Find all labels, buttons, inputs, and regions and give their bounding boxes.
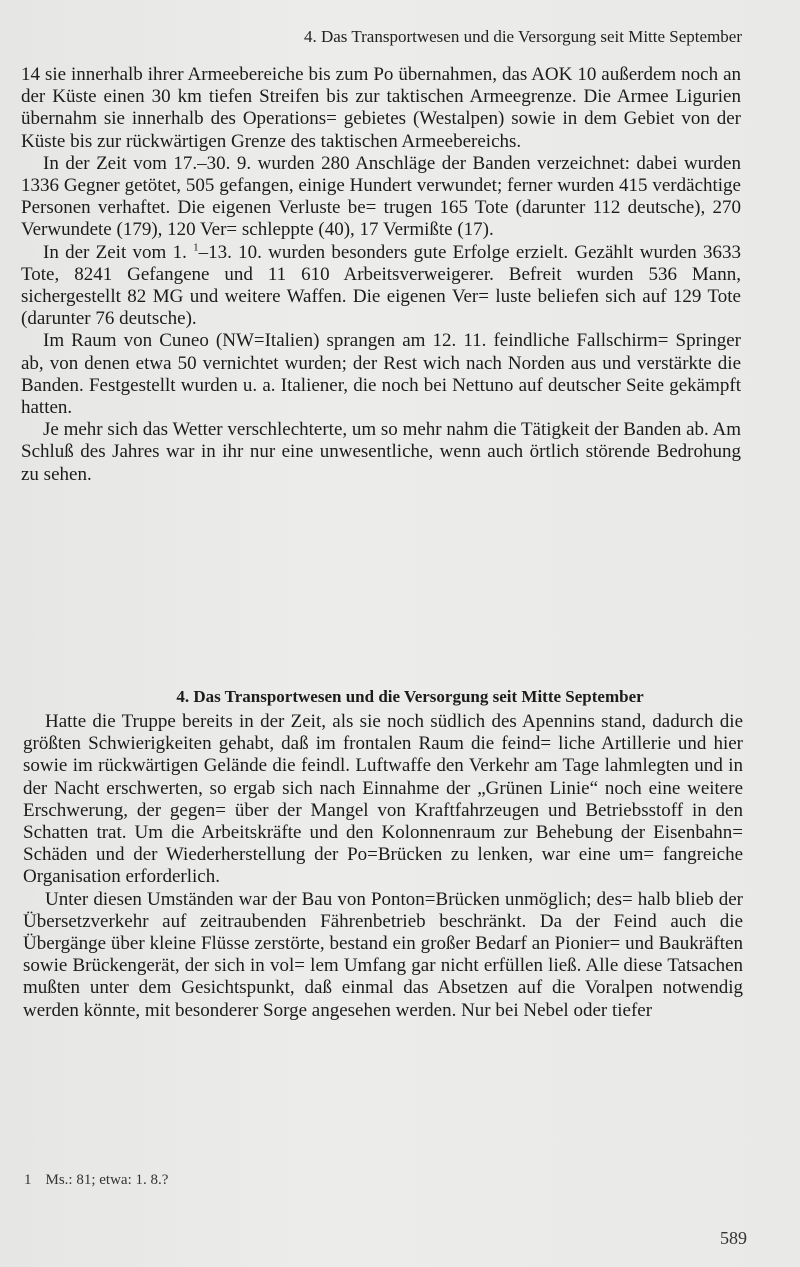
- running-head: 4. Das Transportwesen und die Versorgung seit Mitte September: [303, 27, 742, 46]
- footnote-reference[interactable]: 1: [193, 241, 199, 254]
- body-text-before-section: [21, 64, 741, 486]
- footnote: [24, 1172, 168, 1189]
- footnote-text: Ms.: 81; etwa: 1. 8.?: [45, 1172, 169, 1188]
- paragraph: In der Zeit vom 17.–30. 9. wurden 280 Anschläge der Banden verzeichnet: dabei wurden 1336 Gegner getötet, 505 gefangen, einige Hundert verwundet; ferner wurden 415 verdächtige Personen verhaftet. Die eigenen Verluste be= trugen 165 Tote (darunter 112 deutsche), 270 Verwundete (179), 120 Ver= schleppte (40), 17 Vermißte (17).: [21, 152, 741, 241]
- section-heading: 4. Das Transportwesen und die Versorgung seit Mitte September: [176, 687, 644, 706]
- paragraph: Im Raum von Cuneo (NW=Italien) sprangen am 12. 11. feindliche Fallschirm= Springer ab, von denen etwa 50 vernichtet wurden; der Rest wich nach Norden aus und verstärkte die Banden. Festgestellt wurden u. a. Italiener, die noch bei Nettuno auf deutscher Seite gekämpft hatten.: [21, 330, 741, 419]
- page-number: 589: [720, 1228, 747, 1248]
- paragraph: 14 sie innerhalb ihrer Armeebereiche bis zum Po übernahmen, das AOK 10 außerdem noch an der Küste einen 30 km tiefen Streifen bis zur taktischen Armeegrenze. Die Armee Ligurien übernahm sie innerhalb des Operations= gebietes (Westalpen) sowie in dem Gebiet von der Küste bis zur rückwärtigen Grenze des taktischen Armeebereichs.: [21, 64, 741, 152]
- paragraph: [21, 242, 741, 331]
- footnote-number: 1: [24, 1172, 32, 1188]
- paragraph-text: In der Zeit vom 1.: [43, 241, 194, 263]
- paragraph-text: –13. 10. wurden besonders gute Erfolge erzielt. Gezählt wurden 3633 Tote, 8241 Gefangene und 11 610 Arbeitsverweigerer. Befreit wurden 536 Mann, sichergestellt 82 MG und weitere Waffen. Die eigenen Ver= luste beliefen sich auf 129 Tote (darunter 76 deutsche).: [21, 241, 741, 330]
- body-text-after-section: [23, 711, 743, 1022]
- paragraph: Hatte die Truppe bereits in der Zeit, als sie noch südlich des Apennins stand, dadurch die größten Schwierigkeiten gehabt, daß im frontalen Raum die feind= liche Artillerie und hier sowie im rückwärtigen Gelände die feindl. Luftwaffe den Verkehr am Tage lahmlegten und in der Nacht erschwerten, so ergab sich nach Einnahme der „Grünen Linie“ noch eine weitere Erschwerung, der gegen= über der Mangel von Kraftfahrzeugen und Betriebsstoff in den Schatten trat. Um die Arbeitskräfte und den Kolonnenraum zur Behebung der Eisenbahn= Schäden und der Wiederherstellung der Po=Brücken zu lenken, war eine um= fangreiche Organisation erforderlich.: [23, 711, 743, 888]
- paragraph: Unter diesen Umständen war der Bau von Ponton=Brücken unmöglich; des= halb blieb der Übersetzverkehr auf zeitraubenden Fährenbetrieb beschränkt. Da der Feind auch die Übergänge über kleine Flüsse zerstörte, bestand ein großer Bedarf an Pionier= und Baukräften sowie Brückengerät, der sich in vol= lem Umfang gar nicht erfüllen ließ. Alle diese Tatsachen mußten unter dem Gesichtspunkt, daß einmal das Absetzen auf die Voralpen notwendig werden könnte, mit besonderer Sorge angesehen werden. Nur bei Nebel oder tiefer: [23, 888, 743, 1021]
- paragraph: Je mehr sich das Wetter verschlechterte, um so mehr nahm die Tätigkeit der Banden ab. Am Schluß des Jahres war in ihr nur eine unwesentliche, wenn auch örtlich störende Bedrohung zu sehen.: [21, 419, 741, 485]
